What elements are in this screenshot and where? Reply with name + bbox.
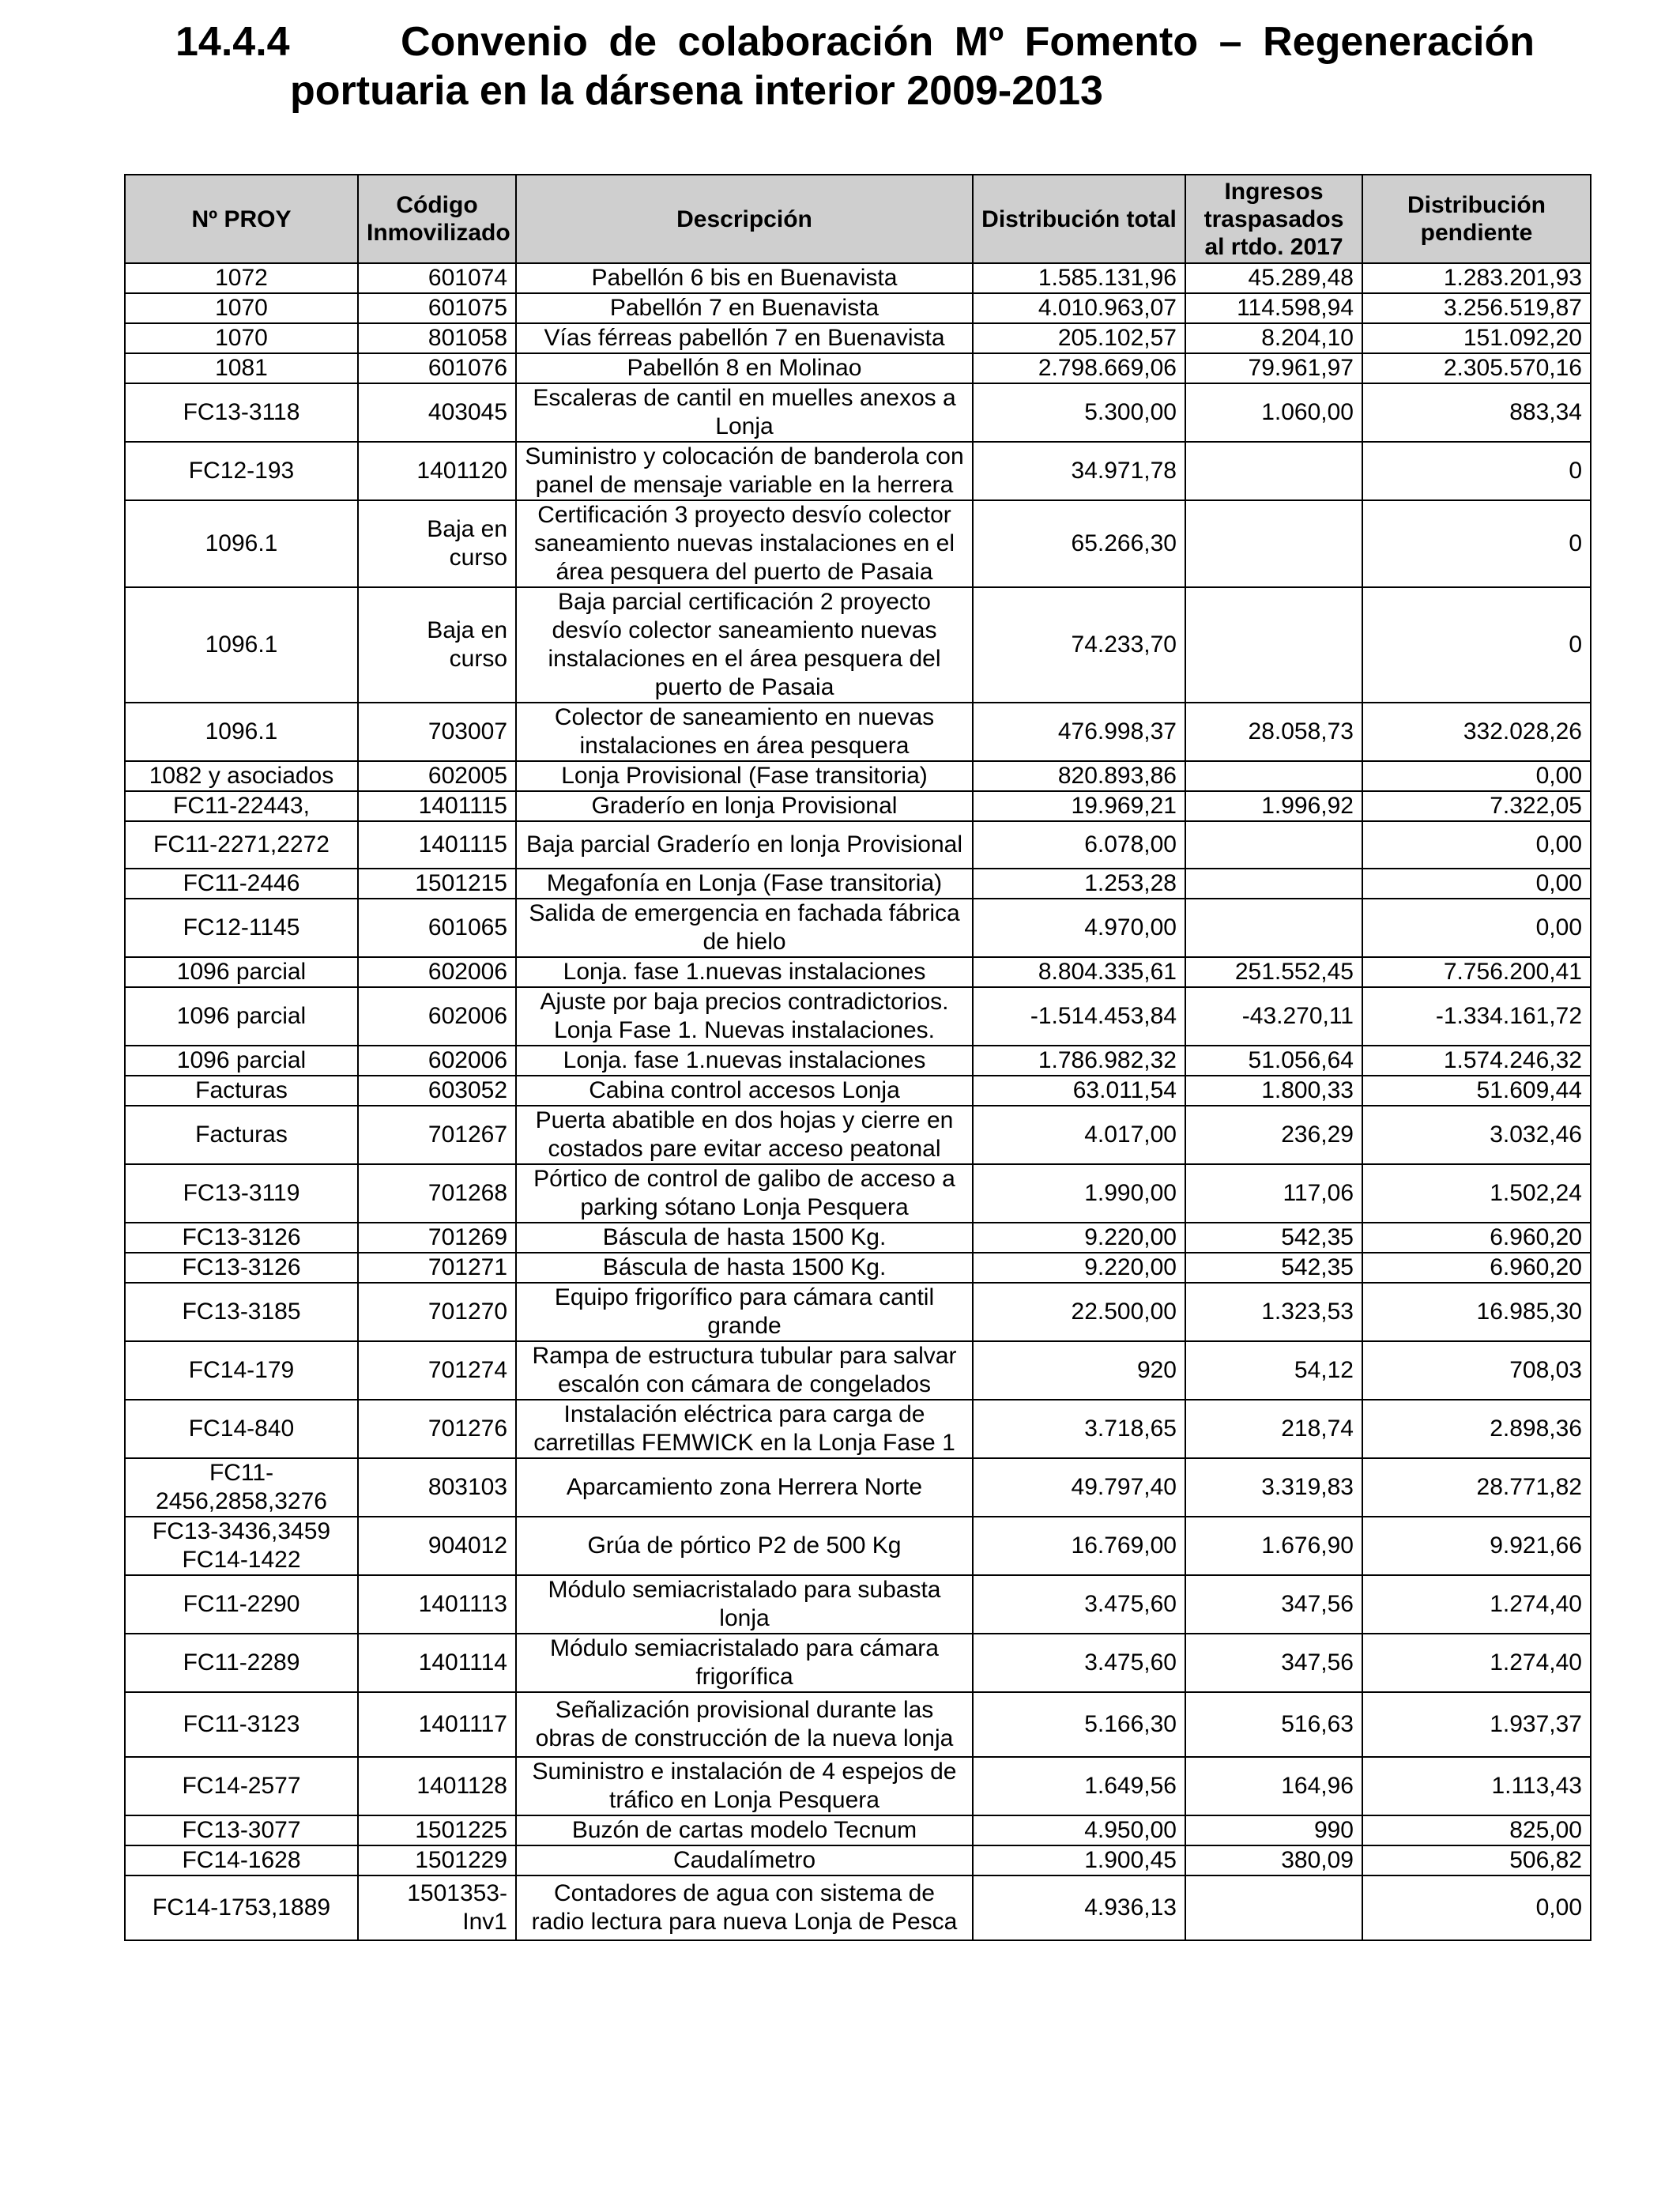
cell-distribucion-pendiente: 1.274,40: [1362, 1634, 1591, 1692]
cell-descripcion: Baja parcial Graderío en lonja Provisional: [516, 821, 973, 869]
cell-codigo: 601076: [358, 353, 516, 383]
table-row: [125, 442, 1591, 500]
cell-distribucion-total: 1.585.131,96: [973, 263, 1185, 293]
cell-distribucion-total: 1.900,45: [973, 1845, 1185, 1875]
cell-distribucion-pendiente: 7.756.200,41: [1362, 957, 1591, 987]
cell-codigo: 1501225: [358, 1815, 516, 1845]
cell-descripcion: Salida de emergencia en fachada fábrica de hielo: [516, 899, 973, 957]
cell-distribucion-pendiente: -1.334.161,72: [1362, 987, 1591, 1046]
table-row: [125, 987, 1591, 1046]
cell-distribucion-pendiente: 825,00: [1362, 1815, 1591, 1845]
cell-codigo: 601065: [358, 899, 516, 957]
table-row: [125, 353, 1591, 383]
table-row: [125, 1164, 1591, 1223]
cell-n-proy: 1081: [125, 353, 358, 383]
cell-distribucion-total: 49.797,40: [973, 1458, 1185, 1517]
cell-n-proy: FC11-2289: [125, 1634, 358, 1692]
cell-ingresos: 3.319,83: [1185, 1458, 1362, 1517]
cell-distribucion-pendiente: 16.985,30: [1362, 1283, 1591, 1341]
header-n-proy: Nº PROY: [125, 175, 358, 263]
cell-descripcion: Báscula de hasta 1500 Kg.: [516, 1253, 973, 1283]
cell-distribucion-pendiente: 0,00: [1362, 1875, 1591, 1940]
cell-n-proy: FC11-2456,2858,3276: [125, 1458, 358, 1517]
cell-n-proy: FC12-1145: [125, 899, 358, 957]
cell-n-proy: FC11-3123: [125, 1692, 358, 1757]
cell-distribucion-pendiente: 0: [1362, 442, 1591, 500]
table-row: [125, 383, 1591, 442]
table-row: [125, 1692, 1591, 1757]
cell-n-proy: FC13-3126: [125, 1253, 358, 1283]
cell-n-proy: FC13-3077: [125, 1815, 358, 1845]
cell-descripcion: Cabina control accesos Lonja: [516, 1076, 973, 1106]
cell-ingresos: [1185, 442, 1362, 500]
investment-table: [124, 174, 1591, 1941]
cell-ingresos: 117,06: [1185, 1164, 1362, 1223]
cell-distribucion-pendiente: 0,00: [1362, 899, 1591, 957]
cell-codigo: 701276: [358, 1400, 516, 1458]
cell-n-proy: FC14-179: [125, 1341, 358, 1400]
cell-descripcion: Baja parcial certificación 2 proyecto desvío colector saneamiento nuevas instalaciones en el área pesquera del puerto de Pasaia: [516, 587, 973, 703]
cell-distribucion-pendiente: 1.937,37: [1362, 1692, 1591, 1757]
cell-distribucion-pendiente: 332.028,26: [1362, 703, 1591, 761]
cell-n-proy: FC14-1753,1889: [125, 1875, 358, 1940]
cell-distribucion-pendiente: 1.574.246,32: [1362, 1046, 1591, 1076]
cell-codigo: 1501229: [358, 1845, 516, 1875]
table-row: [125, 1341, 1591, 1400]
cell-descripcion: Equipo frigorífico para cámara cantil grande: [516, 1283, 973, 1341]
cell-distribucion-total: 65.266,30: [973, 500, 1185, 587]
cell-distribucion-total: 920: [973, 1341, 1185, 1400]
table-header-row: [125, 175, 1591, 263]
cell-n-proy: FC13-3118: [125, 383, 358, 442]
table-row: [125, 899, 1591, 957]
cell-descripcion: Lonja Provisional (Fase transitoria): [516, 761, 973, 791]
cell-ingresos: 347,56: [1185, 1575, 1362, 1634]
cell-codigo: 1401117: [358, 1692, 516, 1757]
cell-n-proy: FC13-3185: [125, 1283, 358, 1341]
cell-distribucion-pendiente: 883,34: [1362, 383, 1591, 442]
cell-distribucion-pendiente: 2.898,36: [1362, 1400, 1591, 1458]
table-row: [125, 1458, 1591, 1517]
table-row: [125, 500, 1591, 587]
table-row: [125, 703, 1591, 761]
cell-n-proy: FC11-2290: [125, 1575, 358, 1634]
cell-n-proy: 1072: [125, 263, 358, 293]
cell-distribucion-pendiente: 28.771,82: [1362, 1458, 1591, 1517]
cell-codigo: 1401114: [358, 1634, 516, 1692]
cell-ingresos: 28.058,73: [1185, 703, 1362, 761]
cell-n-proy: FC11-2271,2272: [125, 821, 358, 869]
cell-codigo: 1401115: [358, 791, 516, 821]
cell-n-proy: FC14-840: [125, 1400, 358, 1458]
cell-distribucion-total: 4.017,00: [973, 1106, 1185, 1164]
header-distribucion-pendiente: Distribución pendiente: [1362, 175, 1591, 263]
cell-descripcion: Buzón de cartas modelo Tecnum: [516, 1815, 973, 1845]
cell-distribucion-total: 3.718,65: [973, 1400, 1185, 1458]
cell-distribucion-pendiente: 1.283.201,93: [1362, 263, 1591, 293]
cell-distribucion-total: 1.990,00: [973, 1164, 1185, 1223]
cell-ingresos: 1.060,00: [1185, 383, 1362, 442]
table-row: [125, 1283, 1591, 1341]
cell-distribucion-pendiente: 0: [1362, 587, 1591, 703]
cell-descripcion: Pabellón 7 en Buenavista: [516, 293, 973, 323]
cell-ingresos: 1.996,92: [1185, 791, 1362, 821]
cell-descripcion: Lonja. fase 1.nuevas instalaciones: [516, 1046, 973, 1076]
cell-distribucion-pendiente: 51.609,44: [1362, 1076, 1591, 1106]
section-heading: [175, 17, 1535, 115]
cell-distribucion-total: 63.011,54: [973, 1076, 1185, 1106]
cell-ingresos: 51.056,64: [1185, 1046, 1362, 1076]
cell-descripcion: Grúa de pórtico P2 de 500 Kg: [516, 1517, 973, 1575]
cell-codigo: 701271: [358, 1253, 516, 1283]
table-row: [125, 1845, 1591, 1875]
cell-ingresos: 114.598,94: [1185, 293, 1362, 323]
cell-distribucion-total: 476.998,37: [973, 703, 1185, 761]
section-number: 14.4.4: [175, 19, 290, 65]
cell-distribucion-pendiente: 6.960,20: [1362, 1223, 1591, 1253]
header-ingresos-traspasados: Ingresos traspasados al rtdo. 2017: [1185, 175, 1362, 263]
cell-distribucion-total: 4.970,00: [973, 899, 1185, 957]
cell-distribucion-total: 16.769,00: [973, 1517, 1185, 1575]
cell-n-proy: FC13-3436,3459 FC14-1422: [125, 1517, 358, 1575]
cell-distribucion-total: -1.514.453,84: [973, 987, 1185, 1046]
table-row: [125, 791, 1591, 821]
cell-distribucion-pendiente: 2.305.570,16: [1362, 353, 1591, 383]
table-row: [125, 323, 1591, 353]
cell-distribucion-pendiente: 0: [1362, 500, 1591, 587]
cell-distribucion-pendiente: 708,03: [1362, 1341, 1591, 1400]
cell-ingresos: 236,29: [1185, 1106, 1362, 1164]
header-descripcion: Descripción: [516, 175, 973, 263]
cell-distribucion-pendiente: 0,00: [1362, 821, 1591, 869]
cell-codigo: 701268: [358, 1164, 516, 1223]
cell-descripcion: Megafonía en Lonja (Fase transitoria): [516, 869, 973, 899]
cell-n-proy: 1096.1: [125, 703, 358, 761]
cell-codigo: 403045: [358, 383, 516, 442]
section-title-line1: Convenio de colaboración Mº Fomento – Regeneración: [401, 19, 1535, 65]
table-row: [125, 1106, 1591, 1164]
cell-ingresos: 1.676,90: [1185, 1517, 1362, 1575]
table-row: [125, 1575, 1591, 1634]
table-row: [125, 869, 1591, 899]
cell-distribucion-total: 34.971,78: [973, 442, 1185, 500]
cell-distribucion-pendiente: 9.921,66: [1362, 1517, 1591, 1575]
table-row: [125, 1400, 1591, 1458]
header-codigo-inmovilizado: Código Inmovilizado: [358, 175, 516, 263]
cell-codigo: 701269: [358, 1223, 516, 1253]
cell-ingresos: 251.552,45: [1185, 957, 1362, 987]
cell-distribucion-pendiente: 3.032,46: [1362, 1106, 1591, 1164]
cell-ingresos: 542,35: [1185, 1253, 1362, 1283]
cell-descripcion: Caudalímetro: [516, 1845, 973, 1875]
cell-n-proy: FC12-193: [125, 442, 358, 500]
cell-distribucion-pendiente: 7.322,05: [1362, 791, 1591, 821]
cell-codigo: 1401128: [358, 1757, 516, 1815]
cell-distribucion-total: 205.102,57: [973, 323, 1185, 353]
cell-ingresos: 45.289,48: [1185, 263, 1362, 293]
table-row: [125, 293, 1591, 323]
cell-descripcion: Módulo semiacristalado para cámara frigorífica: [516, 1634, 973, 1692]
cell-descripcion: Pórtico de control de galibo de acceso a parking sótano Lonja Pesquera: [516, 1164, 973, 1223]
cell-descripcion: Rampa de estructura tubular para salvar escalón con cámara de congelados: [516, 1341, 973, 1400]
cell-distribucion-total: 3.475,60: [973, 1575, 1185, 1634]
cell-distribucion-total: 5.166,30: [973, 1692, 1185, 1757]
cell-descripcion: Aparcamiento zona Herrera Norte: [516, 1458, 973, 1517]
cell-codigo: 701270: [358, 1283, 516, 1341]
cell-n-proy: 1096.1: [125, 500, 358, 587]
cell-descripcion: Suministro e instalación de 4 espejos de tráfico en Lonja Pesquera: [516, 1757, 973, 1815]
cell-n-proy: FC11-22443,: [125, 791, 358, 821]
cell-codigo: 602006: [358, 957, 516, 987]
table-row: [125, 1517, 1591, 1575]
cell-distribucion-pendiente: 1.502,24: [1362, 1164, 1591, 1223]
cell-ingresos: [1185, 1875, 1362, 1940]
cell-descripcion: Puerta abatible en dos hojas y cierre en costados pare evitar acceso peatonal: [516, 1106, 973, 1164]
cell-descripcion: Pabellón 6 bis en Buenavista: [516, 263, 973, 293]
table-row: [125, 1253, 1591, 1283]
cell-distribucion-pendiente: 1.113,43: [1362, 1757, 1591, 1815]
cell-distribucion-total: 22.500,00: [973, 1283, 1185, 1341]
cell-codigo: Baja en curso: [358, 587, 516, 703]
cell-codigo: 803103: [358, 1458, 516, 1517]
cell-distribucion-total: 4.010.963,07: [973, 293, 1185, 323]
cell-distribucion-total: 1.649,56: [973, 1757, 1185, 1815]
cell-ingresos: 990: [1185, 1815, 1362, 1845]
cell-ingresos: -43.270,11: [1185, 987, 1362, 1046]
cell-codigo: 904012: [358, 1517, 516, 1575]
cell-n-proy: Facturas: [125, 1076, 358, 1106]
cell-distribucion-total: 1.253,28: [973, 869, 1185, 899]
cell-n-proy: FC14-1628: [125, 1845, 358, 1875]
cell-distribucion-pendiente: 6.960,20: [1362, 1253, 1591, 1283]
cell-codigo: 701267: [358, 1106, 516, 1164]
cell-distribucion-total: 3.475,60: [973, 1634, 1185, 1692]
table-row: [125, 1757, 1591, 1815]
cell-codigo: 1501215: [358, 869, 516, 899]
cell-codigo: 701274: [358, 1341, 516, 1400]
cell-n-proy: 1096.1: [125, 587, 358, 703]
cell-descripcion: Graderío en lonja Provisional: [516, 791, 973, 821]
cell-ingresos: [1185, 761, 1362, 791]
cell-n-proy: 1096 parcial: [125, 987, 358, 1046]
cell-distribucion-total: 820.893,86: [973, 761, 1185, 791]
cell-descripcion: Contadores de agua con sistema de radio lectura para nueva Lonja de Pesca: [516, 1875, 973, 1940]
cell-ingresos: 542,35: [1185, 1223, 1362, 1253]
header-distribucion-total: Distribución total: [973, 175, 1185, 263]
table-row: [125, 263, 1591, 293]
cell-ingresos: 1.800,33: [1185, 1076, 1362, 1106]
cell-distribucion-total: 4.950,00: [973, 1815, 1185, 1845]
cell-descripcion: Báscula de hasta 1500 Kg.: [516, 1223, 973, 1253]
cell-n-proy: Facturas: [125, 1106, 358, 1164]
cell-n-proy: FC13-3119: [125, 1164, 358, 1223]
cell-codigo: 1401115: [358, 821, 516, 869]
table-row: [125, 1046, 1591, 1076]
cell-distribucion-total: 9.220,00: [973, 1253, 1185, 1283]
cell-ingresos: [1185, 500, 1362, 587]
cell-descripcion: Ajuste por baja precios contradictorios. Lonja Fase 1. Nuevas instalaciones.: [516, 987, 973, 1046]
cell-ingresos: 1.323,53: [1185, 1283, 1362, 1341]
table-row: [125, 957, 1591, 987]
cell-distribucion-pendiente: 3.256.519,87: [1362, 293, 1591, 323]
cell-ingresos: [1185, 587, 1362, 703]
cell-ingresos: 79.961,97: [1185, 353, 1362, 383]
table-row: [125, 821, 1591, 869]
cell-ingresos: 8.204,10: [1185, 323, 1362, 353]
cell-ingresos: [1185, 821, 1362, 869]
cell-descripcion: Vías férreas pabellón 7 en Buenavista: [516, 323, 973, 353]
table-row: [125, 1815, 1591, 1845]
cell-ingresos: 380,09: [1185, 1845, 1362, 1875]
cell-codigo: 703007: [358, 703, 516, 761]
cell-n-proy: 1096 parcial: [125, 1046, 358, 1076]
cell-codigo: 602005: [358, 761, 516, 791]
cell-n-proy: 1096 parcial: [125, 957, 358, 987]
cell-ingresos: 347,56: [1185, 1634, 1362, 1692]
section-title-line2: portuaria en la dársena interior 2009-2013: [290, 68, 1103, 114]
table-row: [125, 761, 1591, 791]
cell-distribucion-total: 74.233,70: [973, 587, 1185, 703]
cell-descripcion: Señalización provisional durante las obras de construcción de la nueva lonja: [516, 1692, 973, 1757]
cell-distribucion-total: 9.220,00: [973, 1223, 1185, 1253]
cell-descripcion: Suministro y colocación de banderola con panel de mensaje variable en la herrera: [516, 442, 973, 500]
cell-descripcion: Pabellón 8 en Molinao: [516, 353, 973, 383]
table-row: [125, 1634, 1591, 1692]
cell-n-proy: FC11-2446: [125, 869, 358, 899]
table-row: [125, 587, 1591, 703]
cell-distribucion-total: 8.804.335,61: [973, 957, 1185, 987]
cell-codigo: 801058: [358, 323, 516, 353]
cell-distribucion-pendiente: 1.274,40: [1362, 1575, 1591, 1634]
cell-ingresos: 516,63: [1185, 1692, 1362, 1757]
cell-ingresos: 218,74: [1185, 1400, 1362, 1458]
cell-ingresos: [1185, 899, 1362, 957]
cell-distribucion-total: 19.969,21: [973, 791, 1185, 821]
cell-n-proy: 1070: [125, 323, 358, 353]
cell-distribucion-pendiente: 0,00: [1362, 761, 1591, 791]
cell-ingresos: 164,96: [1185, 1757, 1362, 1815]
cell-distribucion-total: 2.798.669,06: [973, 353, 1185, 383]
cell-codigo: 1501353-Inv1: [358, 1875, 516, 1940]
cell-descripcion: Colector de saneamiento en nuevas instalaciones en área pesquera: [516, 703, 973, 761]
table-row: [125, 1076, 1591, 1106]
cell-distribucion-pendiente: 0,00: [1362, 869, 1591, 899]
cell-descripcion: Certificación 3 proyecto desvío colector saneamiento nuevas instalaciones en el área pesquera del puerto de Pasaia: [516, 500, 973, 587]
cell-n-proy: 1082 y asociados: [125, 761, 358, 791]
cell-descripcion: Escaleras de cantil en muelles anexos a Lonja: [516, 383, 973, 442]
cell-distribucion-pendiente: 506,82: [1362, 1845, 1591, 1875]
cell-codigo: 603052: [358, 1076, 516, 1106]
cell-descripcion: Módulo semiacristalado para subasta lonja: [516, 1575, 973, 1634]
table-row: [125, 1223, 1591, 1253]
cell-codigo: 1401120: [358, 442, 516, 500]
cell-distribucion-total: 6.078,00: [973, 821, 1185, 869]
cell-n-proy: FC13-3126: [125, 1223, 358, 1253]
cell-codigo: Baja en curso: [358, 500, 516, 587]
cell-codigo: 602006: [358, 1046, 516, 1076]
cell-n-proy: FC14-2577: [125, 1757, 358, 1815]
cell-descripcion: Instalación eléctrica para carga de carretillas FEMWICK en la Lonja Fase 1: [516, 1400, 973, 1458]
cell-codigo: 601075: [358, 293, 516, 323]
cell-distribucion-total: 4.936,13: [973, 1875, 1185, 1940]
cell-ingresos: 54,12: [1185, 1341, 1362, 1400]
cell-distribucion-total: 1.786.982,32: [973, 1046, 1185, 1076]
cell-codigo: 601074: [358, 263, 516, 293]
cell-codigo: 1401113: [358, 1575, 516, 1634]
cell-descripcion: Lonja. fase 1.nuevas instalaciones: [516, 957, 973, 987]
cell-ingresos: [1185, 869, 1362, 899]
cell-distribucion-total: 5.300,00: [973, 383, 1185, 442]
cell-distribucion-pendiente: 151.092,20: [1362, 323, 1591, 353]
table-row: [125, 1875, 1591, 1940]
cell-n-proy: 1070: [125, 293, 358, 323]
cell-codigo: 602006: [358, 987, 516, 1046]
